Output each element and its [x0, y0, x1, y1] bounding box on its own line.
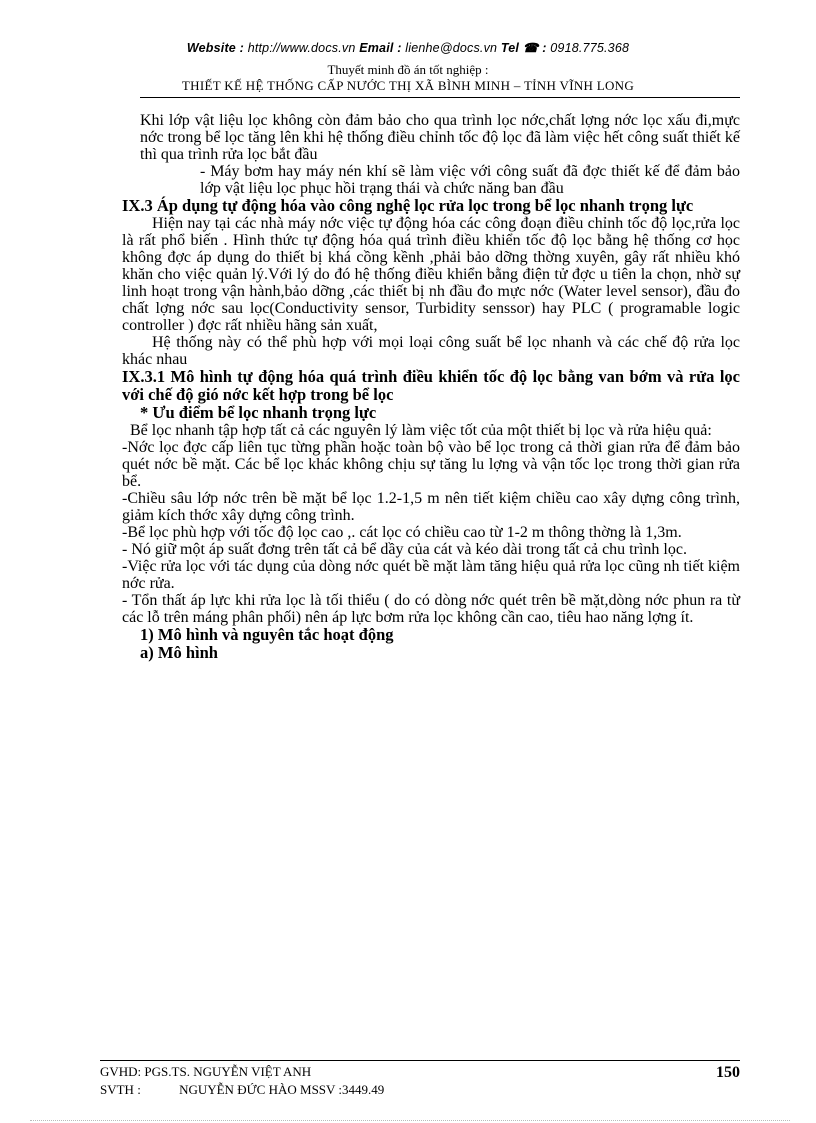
paragraph-7: -Chiều sâu lớp nớc trên bề mặt bể lọc 1.2-1,5 m nên tiết kiệm chiều cao xây dựng công trình, giảm kích thớc xây dựng công trình. — [122, 490, 740, 524]
heading-ix3: IX.3 Áp dụng tự động hóa vào công nghệ lọc rửa lọc trong bể lọc nhanh trọng lực — [122, 196, 694, 215]
paragraph-4: Hệ thống này có thể phù hợp với mọi loại công suất bể lọc nhanh và các chế độ rửa lọc khác nhau — [122, 334, 740, 368]
tel-number: 0918.775.368 — [550, 41, 630, 55]
email-label: Email : — [359, 41, 402, 55]
heading-advantages: * Ưu điểm bể lọc nhanh trọng lực — [140, 403, 377, 422]
footer-gvhd — [100, 1064, 740, 1080]
footer-divider — [100, 1060, 740, 1061]
email-address[interactable]: lienhe@docs.vn — [405, 41, 498, 55]
website-header-line — [0, 40, 816, 55]
gvhd-name: PGS.TS. NGUYỄN VIỆT ANH — [144, 1064, 312, 1079]
doc-type: Thuyết minh đồ án tốt nghiệp : — [327, 62, 489, 77]
paragraph-1: Khi lớp vật liệu lọc không còn đảm bảo cho qua trình lọc nớc,chất lợng nớc lọc xấu đi,mực nớc trong bể lọc tăng lên khi hệ thống điều chỉnh tốc độ lọc đã làm việc hết công suất thiết kế thì qua trình rửa lọc bắt đầu — [140, 112, 740, 163]
website-label: Website : — [186, 41, 244, 55]
heading-model: a) Mô hình — [140, 643, 218, 662]
paragraph-6: -Nớc lọc đợc cấp liên tục từng phần hoặc toàn bộ vào bể lọc trong cả thời gian rửa để đảm bảo quét nớc bề mặt. Các bể lọc khác không chịu sự tăng lu lợng và vận tốc lọc trong thời gian rửa bể. — [122, 439, 740, 490]
paragraph-10: -Việc rửa lọc với tác dụng của dòng nớc quét bề mặt làm tăng hiệu quả rửa lọc cũng nh tiết kiệm nớc rửa. — [122, 558, 740, 592]
svth-name: NGUYỄN ĐỨC HÀO MSSV :3449.49 — [179, 1082, 385, 1097]
tel-label: Tel ☎ : — [500, 41, 547, 55]
header-divider — [140, 97, 740, 98]
svth-label: SVTH : — [100, 1082, 141, 1097]
paragraph-3: Hiện nay tại các nhà máy nớc việc tự động hóa các công đoạn điều chỉnh tốc độ lọc,rửa lọc là rất phổ biến . Hình thức tự động hóa quá trình điều khiển tốc độ lọc bằng hệ thống cơ học không đợc áp dụng do thiết bị khá cồng kềnh ,phải bảo dỡng thờng xuyên, gây rất nhiều khó khăn cho việc quản lý.Với lý do đó hệ thống điều khiển bằng điện tử đợc u tiên la chọn, nhờ sự linh hoạt trong vận hành,bảo dỡng ,các thiết bị nh đầu đo mực nớc (Water level sensor), đầu đo chất lợng nớc sau lọc(Conductivity sensor, Turbidity senssor) hay PLC ( programable logic controller ) đợc rất nhiều hãng sản xuất, — [122, 215, 740, 334]
paragraph-9: - Nó giữ một áp suất đơng trên tất cả bể dầy của cát và kéo dài trong tất cả chu trình lọc. — [122, 541, 687, 558]
page-content — [122, 112, 740, 662]
paragraph-11: - Tổn thất áp lực khi rửa lọc là tối thiểu ( do có dòng nớc quét trên bề mặt,dòng nớc phun ra từ các lỗ trên máng phân phối) nên áp lực bơm rửa lọc không cần cao, tiêu hao năng lợng ít. — [122, 592, 740, 626]
heading-ix31: IX.3.1 Mô hình tự động hóa quá trình điều khiển tốc độ lọc bằng van bớm và rửa lọc với chế độ gió nớc kết hợp trong bể lọc — [122, 367, 740, 404]
paragraph-5: Bể lọc nhanh tập hợp tất cả các nguyên lý làm việc tốt của một thiết bị lọc và rửa hiệu quả: — [130, 422, 712, 439]
website-url[interactable]: http://www.docs.vn — [247, 41, 356, 55]
footer-svth — [100, 1082, 740, 1098]
paragraph-2: - Máy bơm hay máy nén khí sẽ làm việc với công suất đã đợc thiết kế để đảm bảo lớp vật liệu lọc phục hồi trạng thái và chức năng ban đầu — [200, 163, 740, 197]
doc-title: THIẾT KẾ HỆ THỐNG CẤP NƯỚC THỊ XÃ BÌNH MINH – TỈNH VĨNH LONG — [181, 78, 635, 93]
paragraph-8: -Bể lọc phù hợp với tốc độ lọc cao ,. cát lọc có chiều cao từ 1-2 m thông thờng là 1,3m. — [122, 524, 682, 541]
gvhd-label: GVHD: — [100, 1064, 142, 1079]
heading-model-principle: 1) Mô hình và nguyên tắc hoạt động — [140, 625, 394, 644]
page-number: 150 — [716, 1064, 740, 1081]
page-bottom-edge — [30, 1120, 790, 1121]
